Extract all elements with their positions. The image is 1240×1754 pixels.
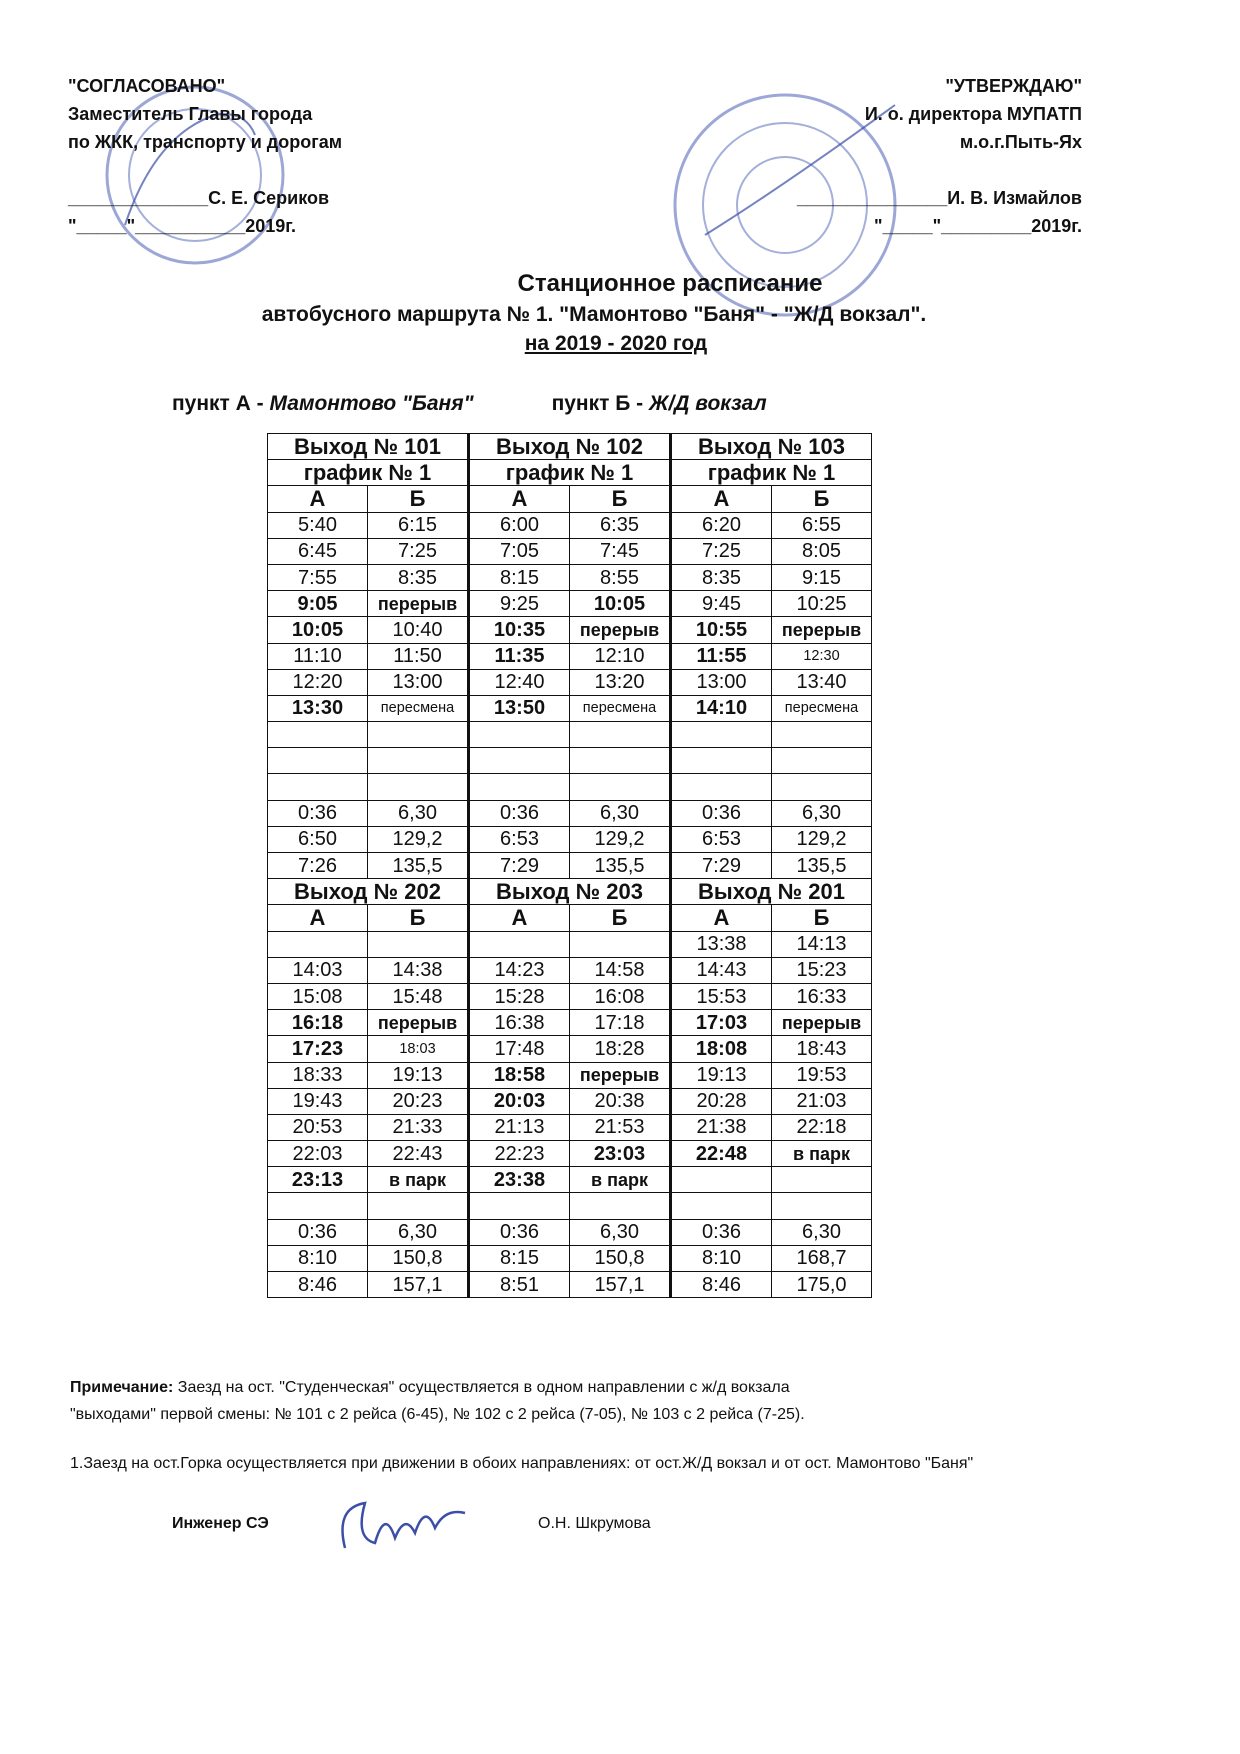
table-cell: 6:50 (268, 826, 368, 852)
table-cell: 8:10 (671, 1245, 772, 1271)
table-row (268, 512, 872, 538)
table-cell: 14:23 (469, 957, 570, 983)
table-cell: 8:15 (469, 1245, 570, 1271)
table-cell (671, 1167, 772, 1193)
table-cell: 23:03 (570, 1141, 671, 1167)
table-cell: 6:00 (469, 512, 570, 538)
page-title: Станционное расписание (517, 270, 823, 297)
table-cell: 11:50 (368, 643, 469, 669)
route-points (172, 392, 767, 416)
table-cell: 0:36 (268, 800, 368, 826)
table-cell (772, 774, 872, 800)
table-cell (772, 1167, 872, 1193)
direction-label: Б (570, 486, 671, 512)
table-cell: 13:50 (469, 695, 570, 721)
table-cell: 7:25 (368, 538, 469, 564)
table-cell: 14:38 (368, 957, 469, 983)
table-cell: 6,30 (772, 800, 872, 826)
table-cell: 6,30 (368, 1219, 469, 1245)
table-cell: в парк (368, 1167, 469, 1193)
table-cell: 21:33 (368, 1114, 469, 1140)
table-cell (570, 774, 671, 800)
point-a-prefix: пункт А - (172, 392, 270, 415)
table-cell: 157,1 (570, 1272, 671, 1298)
exit-header: график № 1 (469, 460, 671, 486)
table-cell (469, 1193, 570, 1219)
approval-left-label: "СОГЛАСОВАНО" (68, 76, 226, 96)
direction-label: Б (772, 905, 872, 931)
table-cell: 168,7 (772, 1245, 872, 1271)
table-cell: 7:05 (469, 538, 570, 564)
table-cell: 21:53 (570, 1114, 671, 1140)
table-cell: 13:00 (671, 669, 772, 695)
table-cell: 13:00 (368, 669, 469, 695)
exit-header: график № 1 (268, 460, 469, 486)
table-cell: 7:25 (671, 538, 772, 564)
table-cell: 23:13 (268, 1167, 368, 1193)
signoff-name: О.Н. Шкрумова (538, 1515, 651, 1532)
exit-header: Выход № 202 (268, 879, 469, 905)
table-cell: 14:58 (570, 957, 671, 983)
table-cell: 14:43 (671, 957, 772, 983)
table-cell: 10:05 (570, 591, 671, 617)
table-cell: 15:28 (469, 983, 570, 1009)
table-cell: 17:03 (671, 1010, 772, 1036)
engineer-signature (325, 1488, 485, 1568)
table-row (268, 853, 872, 879)
exit-header: график № 1 (671, 460, 872, 486)
approval-right-label: "УТВЕРЖДАЮ" (945, 76, 1082, 96)
table-cell: 21:38 (671, 1114, 772, 1140)
table-cell: 7:26 (268, 853, 368, 879)
table-row (268, 538, 872, 564)
direction-label: Б (570, 905, 671, 931)
schedule-table (267, 433, 872, 1298)
table-cell: перерыв (368, 591, 469, 617)
table-cell: 5:40 (268, 512, 368, 538)
table-cell: 18:43 (772, 1036, 872, 1062)
table-cell (570, 1193, 671, 1219)
table-cell: 17:18 (570, 1010, 671, 1036)
table-row (268, 669, 872, 695)
table-row (268, 1219, 872, 1245)
table-cell: 9:25 (469, 591, 570, 617)
direction-label-row (268, 905, 872, 931)
table-cell: 6,30 (772, 1219, 872, 1245)
table-cell: 8:10 (268, 1245, 368, 1271)
table-cell: 14:13 (772, 931, 872, 957)
approval-right-line2: м.о.г.Пыть-Ях (959, 132, 1082, 152)
table-cell: 8:35 (671, 564, 772, 590)
table-cell (772, 1193, 872, 1219)
table-cell: 22:43 (368, 1141, 469, 1167)
direction-label-row (268, 486, 872, 512)
table-cell: 12:20 (268, 669, 368, 695)
table-cell (268, 774, 368, 800)
approval-left (68, 72, 342, 240)
table-row (268, 643, 872, 669)
table-cell: 157,1 (368, 1272, 469, 1298)
table-cell: 7:45 (570, 538, 671, 564)
table-cell: в парк (570, 1167, 671, 1193)
table-row (268, 1167, 872, 1193)
table-cell: 20:53 (268, 1114, 368, 1140)
table-row (268, 1114, 872, 1140)
exit-header: Выход № 201 (671, 879, 872, 905)
table-cell: 20:38 (570, 1088, 671, 1114)
table-cell: 0:36 (469, 800, 570, 826)
table-cell: 8:35 (368, 564, 469, 590)
table-cell: 6:53 (469, 826, 570, 852)
table-cell: 0:36 (268, 1219, 368, 1245)
table-cell: 8:46 (671, 1272, 772, 1298)
table-cell: 20:03 (469, 1088, 570, 1114)
table-cell: 15:08 (268, 983, 368, 1009)
table-cell: 20:23 (368, 1088, 469, 1114)
approval-left-signature: ______________С. Е. Сериков (68, 188, 330, 208)
table-cell (368, 931, 469, 957)
direction-label: Б (368, 486, 469, 512)
table-cell: 21:03 (772, 1088, 872, 1114)
table-cell: перерыв (772, 617, 872, 643)
table-row (268, 722, 872, 748)
table-cell: 13:20 (570, 669, 671, 695)
table-row (268, 826, 872, 852)
direction-label: А (268, 486, 368, 512)
table-cell: 6,30 (368, 800, 469, 826)
table-cell (469, 774, 570, 800)
table-row (268, 774, 872, 800)
table-cell: 10:05 (268, 617, 368, 643)
table-cell: 129,2 (570, 826, 671, 852)
table-cell: 7:29 (469, 853, 570, 879)
table-cell (772, 748, 872, 774)
table-cell: 135,5 (368, 853, 469, 879)
table-cell: 21:13 (469, 1114, 570, 1140)
table-row (268, 800, 872, 826)
table-cell (671, 1193, 772, 1219)
table-cell: 18:08 (671, 1036, 772, 1062)
table-row (268, 1036, 872, 1062)
table-header-row (268, 434, 872, 460)
table-cell: 15:48 (368, 983, 469, 1009)
table-cell: 14:10 (671, 695, 772, 721)
table-cell: 16:38 (469, 1010, 570, 1036)
direction-label: А (469, 486, 570, 512)
table-cell: 13:30 (268, 695, 368, 721)
table-cell: перерыв (368, 1010, 469, 1036)
direction-label: А (671, 486, 772, 512)
exit-header: Выход № 102 (469, 434, 671, 460)
note-text-3: 1.Заезд на ост.Горка осуществляется при движении в обоих направлениях: от ост.Ж/Д вокзал и от ост. Мамонтово "Баня" (70, 1455, 974, 1472)
table-cell: пересмена (772, 695, 872, 721)
table-row (268, 931, 872, 957)
table-cell: 13:38 (671, 931, 772, 957)
exit-header: Выход № 203 (469, 879, 671, 905)
table-cell: 6:15 (368, 512, 469, 538)
direction-label: Б (368, 905, 469, 931)
table-cell: 135,5 (570, 853, 671, 879)
table-cell (671, 722, 772, 748)
approval-right (797, 72, 1082, 240)
table-cell: 12:10 (570, 643, 671, 669)
table-cell: перерыв (570, 617, 671, 643)
table-row (268, 983, 872, 1009)
route-title: автобусного маршрута № 1. "Мамонтово "Баня" - "Ж/Д вокзал". (261, 303, 927, 326)
table-cell (268, 748, 368, 774)
approval-right-date: "_____"_________2019г. (874, 216, 1082, 236)
table-row (268, 695, 872, 721)
table-cell: 6:53 (671, 826, 772, 852)
table-cell: 9:45 (671, 591, 772, 617)
table-cell (570, 722, 671, 748)
table-cell: 0:36 (469, 1219, 570, 1245)
table-cell: 22:18 (772, 1114, 872, 1140)
table-cell (368, 722, 469, 748)
table-row (268, 1272, 872, 1298)
table-row (268, 1245, 872, 1271)
table-cell: 15:53 (671, 983, 772, 1009)
table-cell: 6,30 (570, 800, 671, 826)
table-cell: 19:53 (772, 1062, 872, 1088)
table-cell: 8:55 (570, 564, 671, 590)
exit-header: Выход № 101 (268, 434, 469, 460)
table-cell: 8:15 (469, 564, 570, 590)
table-cell: 9:15 (772, 564, 872, 590)
table-row (268, 957, 872, 983)
table-cell: 17:23 (268, 1036, 368, 1062)
table-cell: 12:40 (469, 669, 570, 695)
table-cell: 12:30 (772, 643, 872, 669)
table-cell: 135,5 (772, 853, 872, 879)
approval-right-line1: И. о. директора МУПАТП (864, 104, 1082, 124)
table-cell (469, 722, 570, 748)
table-cell (469, 748, 570, 774)
table-row (268, 1088, 872, 1114)
table-row (268, 748, 872, 774)
table-header-row (268, 460, 872, 486)
table-cell: 8:46 (268, 1272, 368, 1298)
point-b-prefix: пункт Б - (551, 392, 649, 415)
table-cell: 129,2 (368, 826, 469, 852)
table-cell (570, 748, 671, 774)
table-cell: 14:03 (268, 957, 368, 983)
table-cell: перерыв (772, 1010, 872, 1036)
table-cell: 11:55 (671, 643, 772, 669)
approval-left-line1: Заместитель Главы города (68, 104, 313, 124)
table-cell: 18:33 (268, 1062, 368, 1088)
table-cell: 10:25 (772, 591, 872, 617)
period-title: на 2019 - 2020 год (524, 332, 708, 355)
table-cell: 19:43 (268, 1088, 368, 1114)
table-cell: 19:13 (368, 1062, 469, 1088)
table-cell: 19:13 (671, 1062, 772, 1088)
direction-label: А (469, 905, 570, 931)
table-row (268, 1010, 872, 1036)
table-cell: 22:48 (671, 1141, 772, 1167)
table-cell (671, 774, 772, 800)
table-cell: пересмена (368, 695, 469, 721)
table-cell: 17:48 (469, 1036, 570, 1062)
direction-label: Б (772, 486, 872, 512)
table-cell: 0:36 (671, 1219, 772, 1245)
table-cell: 16:18 (268, 1010, 368, 1036)
table-row (268, 564, 872, 590)
table-cell: 15:23 (772, 957, 872, 983)
table-cell: 11:35 (469, 643, 570, 669)
table-cell: перерыв (570, 1062, 671, 1088)
table-cell: 11:10 (268, 643, 368, 669)
table-row (268, 1193, 872, 1219)
point-b-name: Ж/Д вокзал (649, 392, 767, 415)
table-cell: 10:35 (469, 617, 570, 643)
table-cell: 18:28 (570, 1036, 671, 1062)
table-cell: 23:38 (469, 1167, 570, 1193)
table-cell: 22:03 (268, 1141, 368, 1167)
table-row (268, 1062, 872, 1088)
table-cell: 6:45 (268, 538, 368, 564)
table-cell (268, 931, 368, 957)
table-cell (368, 774, 469, 800)
table-row (268, 1141, 872, 1167)
table-cell: 13:40 (772, 669, 872, 695)
table-cell (570, 931, 671, 957)
exit-header: Выход № 103 (671, 434, 872, 460)
signoff-role: Инженер СЭ (172, 1515, 269, 1532)
table-cell (368, 748, 469, 774)
table-cell: 0:36 (671, 800, 772, 826)
note-text-1: Заезд на ост. "Студенческая" осуществляется в одном направлении с ж/д вокзала (173, 1379, 790, 1396)
table-cell: 7:29 (671, 853, 772, 879)
table-cell: 6:35 (570, 512, 671, 538)
note-line-1 (70, 1378, 790, 1398)
table-cell (368, 1193, 469, 1219)
direction-label: А (268, 905, 368, 931)
table-row (268, 617, 872, 643)
table-cell (268, 1193, 368, 1219)
table-cell: 150,8 (570, 1245, 671, 1271)
approval-left-line2: по ЖКК, транспорту и дорогам (68, 132, 343, 152)
table-cell (772, 722, 872, 748)
table-cell: 16:33 (772, 983, 872, 1009)
table-cell: 175,0 (772, 1272, 872, 1298)
table-cell: 8:51 (469, 1272, 570, 1298)
table-cell (469, 931, 570, 957)
table-cell: 6:20 (671, 512, 772, 538)
table-cell: 18:03 (368, 1036, 469, 1062)
table-cell: в парк (772, 1141, 872, 1167)
table-cell (268, 722, 368, 748)
table-cell: 6:55 (772, 512, 872, 538)
table-cell: 20:28 (671, 1088, 772, 1114)
table-cell: 10:40 (368, 617, 469, 643)
approval-right-signature: _______________И. В. Измайлов (797, 188, 1082, 208)
table-cell: пересмена (570, 695, 671, 721)
table-cell: 22:23 (469, 1141, 570, 1167)
direction-label: А (671, 905, 772, 931)
note-text-2: "выходами" первой смены: № 101 с 2 рейса (6-45), № 102 с 2 рейса (7-05), № 103 с 2 рейса (7-25). (70, 1406, 805, 1423)
table-cell: 10:55 (671, 617, 772, 643)
table-cell: 7:55 (268, 564, 368, 590)
table-row (268, 591, 872, 617)
note-label: Примечание: (70, 1379, 174, 1396)
table-header-row (268, 879, 872, 905)
table-cell: 9:05 (268, 591, 368, 617)
table-cell: 150,8 (368, 1245, 469, 1271)
approval-left-date: "_____"___________2019г. (68, 216, 296, 236)
point-a-name: Мамонтово "Баня" (269, 392, 474, 415)
table-cell: 6,30 (570, 1219, 671, 1245)
table-cell: 16:08 (570, 983, 671, 1009)
table-cell: 129,2 (772, 826, 872, 852)
table-cell: 8:05 (772, 538, 872, 564)
table-cell (671, 748, 772, 774)
table-cell: 18:58 (469, 1062, 570, 1088)
